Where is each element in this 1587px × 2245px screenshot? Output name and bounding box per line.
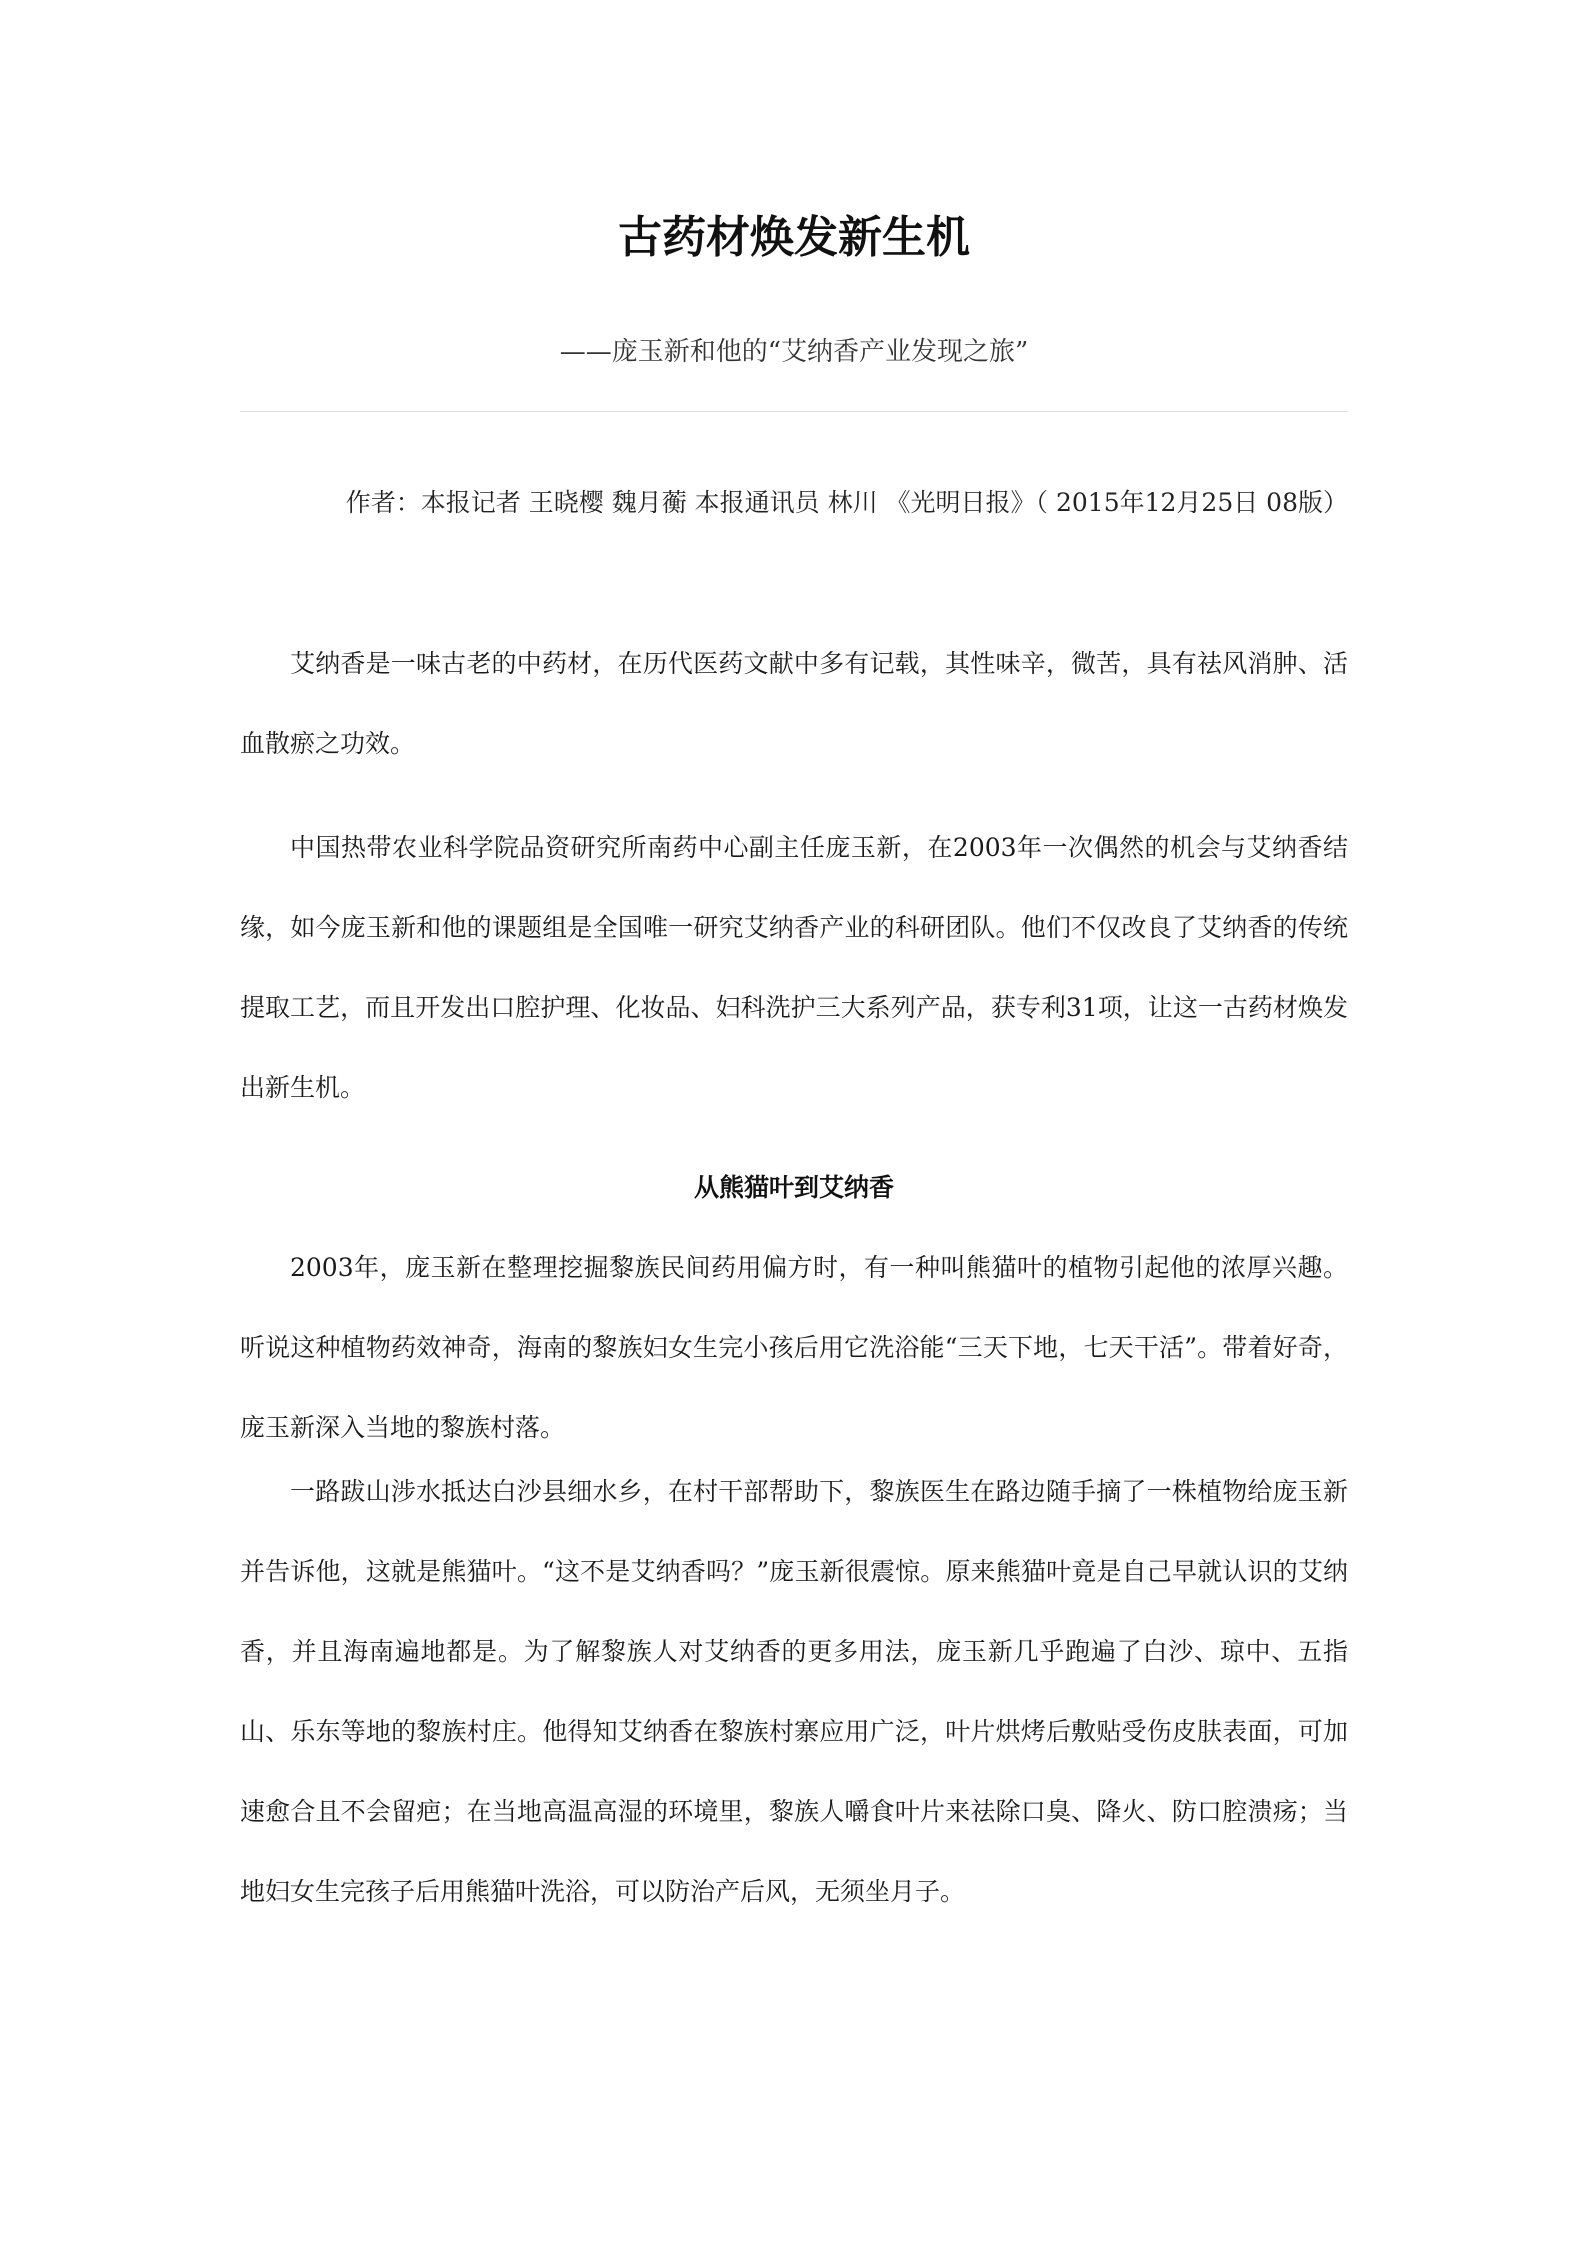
paragraph-intro: 艾纳香是一味古老的中药材，在历代医药文献中多有记载，其性味辛，微苦，具有祛风消肿、活血散瘀之功效。: [240, 649, 1348, 758]
article-title: 古药材焕发新生机: [618, 212, 970, 263]
header-divider: [240, 411, 1348, 412]
section-paragraph-1: 2003年，庞玉新在整理挖掘黎族民间药用偏方时，有一种叫熊猫叶的植物引起他的浓厚兴趣。听说这种植物药效神奇，海南的黎族妇女生完小孩后用它洗浴能“三天下地，七天干活”。带着好奇，庞玉新深入当地的黎族村落。: [240, 1253, 1348, 1442]
paragraph-background: 中国热带农业科学院品资研究所南药中心副主任庞玉新，在2003年一次偶然的机会与艾纳香结缘，如今庞玉新和他的课题组是全国唯一研究艾纳香产业的科研团队。他们不仅改良了艾纳香的传统提取工艺，而且开发出口腔护理、化妆品、妇科洗护三大系列产品，获专利31项，让这一古药材焕发出新生机。: [240, 833, 1348, 1102]
section-heading: 从熊猫叶到艾纳香: [693, 1173, 894, 1202]
article-byline: 作者：本报记者 王晓樱 魏月蘅 本报通讯员 林川 《光明日报》（ 2015年12月25日 08版）: [345, 488, 1348, 517]
section-paragraph-2: 一路跋山涉水抵达白沙县细水乡，在村干部帮助下，黎族医生在路边随手摘了一株植物给庞玉新并告诉他，这就是熊猫叶。“这不是艾纳香吗？”庞玉新很震惊。原来熊猫叶竟是自己早就认识的艾纳香，并且海南遍地都是。为了解黎族人对艾纳香的更多用法，庞玉新几乎跑遍了白沙、琼中、五指山、乐东等地的黎族村庄。他得知艾纳香在黎族村寨应用广泛，叶片烘烤后敷贴受伤皮肤表面，可加速愈合且不会留疤；在当地高温高湿的环境里，黎族人嚼食叶片来祛除口臭、降火、防口腔溃疡；当地妇女生完孩子后用熊猫叶洗浴，可以防治产后风，无须坐月子。: [240, 1477, 1348, 1906]
article-subtitle: ——庞玉新和他的“艾纳香产业发现之旅”: [559, 337, 1029, 367]
